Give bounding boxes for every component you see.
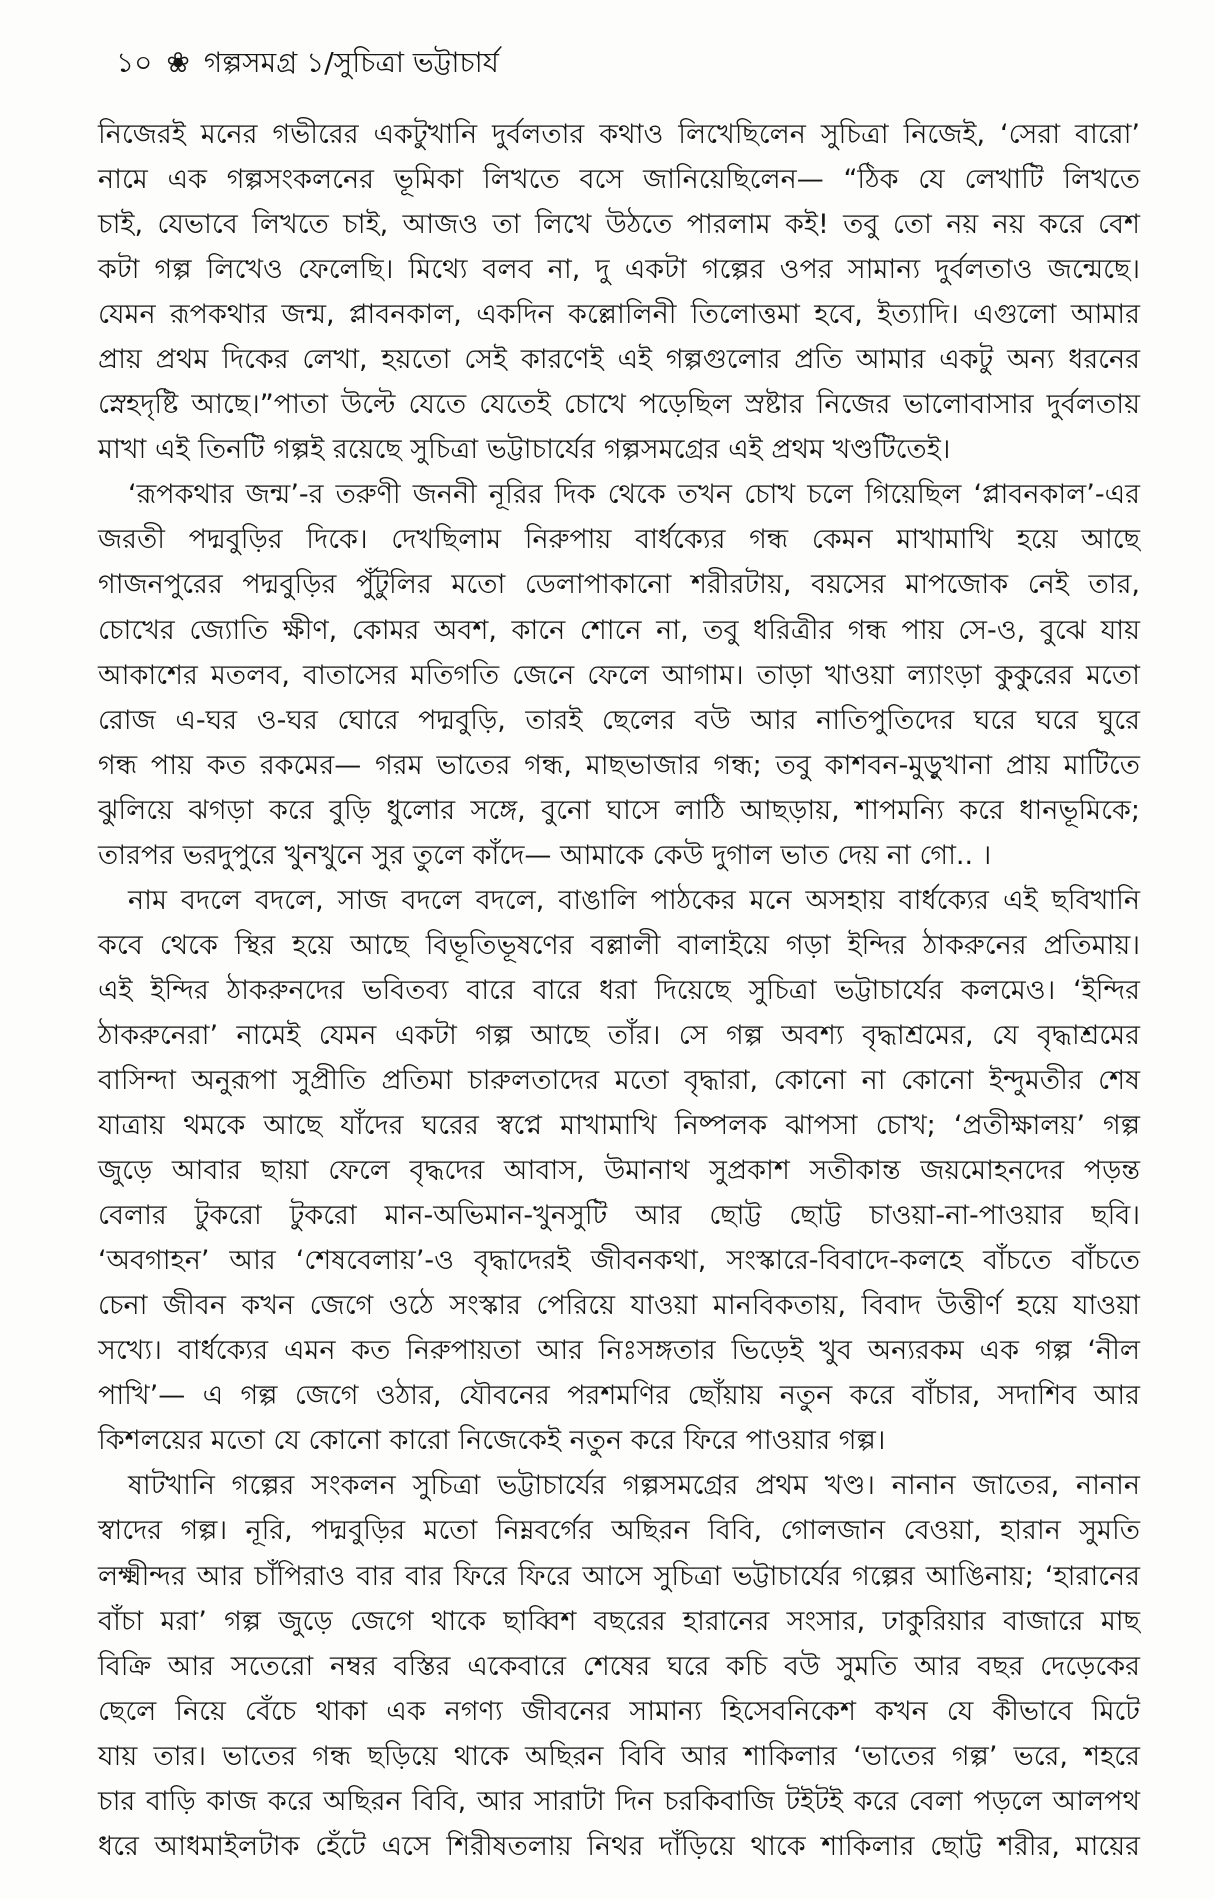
text-line: পাখি’— এ গল্প জেগে ওঠার, যৌবনের পরশমণির ছোঁয়ায় নতুন করে বাঁচার, সদাশিব আর xyxy=(98,1380,1140,1412)
text-line: ঠাকরুনেরা’ নামেই যেমন একটা গল্প আছে তাঁর। সে গল্প অবশ্য বৃদ্ধাশ্রমের, যে বৃদ্ধাশ্রমের xyxy=(98,1019,1140,1051)
page-number: ১০ xyxy=(116,46,153,79)
text-line: বিক্রি আর সতেরো নম্বর বস্তির একেবারে শেষের ঘরে কচি বউ সুমতি আর বছর দেড়েকের xyxy=(98,1650,1140,1682)
ornament-icon: ❀ xyxy=(166,46,190,79)
text-line: স্বাদের গল্প। নূরি, পদ্মবুড়ির মতো নিম্নবর্গের অছিরন বিবি, গোলজান বেওয়া, হারান সুমতি xyxy=(98,1515,1140,1547)
text-line: ‘অবগাহন’ আর ‘শেষবেলায়’-ও বৃদ্ধাদেরই জীবনকথা, সংস্কারে-বিবাদে-কলহে বাঁচতে বাঁচতে xyxy=(98,1245,1140,1277)
text-line: প্রায় প্রথম দিকের লেখা, হয়তো সেই কারণেই এই গল্পগুলোর প্রতি আমার একটু অন্য ধরনের xyxy=(98,344,1140,376)
text-line: গাজনপুরের পদ্মবুড়ির পুঁটুলির মতো ডেলাপাকানো শরীরটায়, বয়সের মাপজোক নেই তার, xyxy=(98,569,1140,601)
running-title: গল্পসমগ্র ১/সুচিত্রা ভট্টাচার্য xyxy=(203,46,499,79)
text-line: মাখা এই তিনটি গল্পই রয়েছে সুচিত্রা ভট্টাচার্যের গল্পসমগ্রের এই প্রথম খণ্ডটিতেই। xyxy=(98,434,951,466)
text-line: বাঁচা মরা’ গল্প জুড়ে জেগে থাকে ছাব্বিশ বছরের হারানের সংসার, ঢাকুরিয়ার বাজারে মাছ xyxy=(98,1605,1140,1637)
text-line: নামে এক গল্পসংকলনের ভূমিকা লিখতে বসে জানিয়েছিলেন— “ঠিক যে লেখাটি লিখতে xyxy=(98,164,1140,196)
text-line: লক্ষ্মীন্দর আর চাঁপিরাও বার বার ফিরে ফিরে আসে সুচিত্রা ভট্টাচার্যের গল্পের আঙিনায়; ‘হারানের xyxy=(98,1560,1140,1592)
text-line: জরতী পদ্মবুড়ির দিকে। দেখছিলাম নিরুপায় বার্ধক্যের গন্ধ কেমন মাখামাখি হয়ে আছে xyxy=(98,524,1140,556)
text-line: ষাটখানি গল্পের সংকলন সুচিত্রা ভট্টাচার্যের গল্পসমগ্রের প্রথম খণ্ড। নানান জাতের, নানান xyxy=(128,1470,1140,1502)
running-header xyxy=(116,44,513,82)
text-line: চার বাড়ি কাজ করে অছিরন বিবি, আর সারাটা দিন চরকিবাজি টইটই করে বেলা পড়লে আলপথ xyxy=(98,1785,1140,1817)
text-line: চাই, যেভাবে লিখতে চাই, আজও তা লিখে উঠতে পারলাম কই! তবু তো নয় নয় করে বেশ xyxy=(98,209,1140,241)
text-line: যেমন রূপকথার জন্ম, প্লাবনকাল, একদিন কল্লোলিনী তিলোত্তমা হবে, ইত্যাদি। এগুলো আমার xyxy=(98,299,1140,331)
text-line: ঝুলিয়ে ঝগড়া করে বুড়ি ধুলোর সঙ্গে, বুনো ঘাসে লাঠি আছড়ায়, শাপমন্যি করে ধানভূমিকে; xyxy=(98,794,1140,826)
text-line: রোজ এ-ঘর ও-ঘর ঘোরে পদ্মবুড়ি, তারই ছেলের বউ আর নাতিপুতিদের ঘরে ঘরে ঘুরে xyxy=(98,704,1140,736)
text-line: যায় তার। ভাতের গন্ধ ছড়িয়ে থাকে অছিরন বিবি আর শাকিলার ‘ভাতের গল্প’ ভরে, শহরে xyxy=(98,1740,1140,1772)
text-line: কিশলয়ের মতো যে কোনো কারো নিজেকেই নতুন করে ফিরে পাওয়ার গল্প। xyxy=(98,1425,886,1457)
text-line: কটা গল্প লিখেও ফেলেছি। মিথ্যে বলব না, দু একটা গল্পের ওপর সামান্য দুর্বলতাও জন্মেছে। xyxy=(98,254,1140,286)
text-line: সখ্যে। বার্ধক্যের এমন কত নিরুপায়তা আর নিঃসঙ্গতার ভিড়েই খুব অন্যরকম এক গল্প ‘নীল xyxy=(98,1335,1140,1367)
text-line: ছেলে নিয়ে বেঁচে থাকা এক নগণ্য জীবনের সামান্য হিসেবনিকেশ কখন যে কীভাবে মিটে xyxy=(98,1695,1140,1727)
text-line: এই ইন্দির ঠাকরুনদের ভবিতব্য বারে বারে ধরা দিয়েছে সুচিত্রা ভট্টাচার্যের কলমেও। ‘ইন্দির xyxy=(98,974,1140,1006)
text-line: ধরে আধমাইলটাক হেঁটে এসে শিরীষতলায় নিথর দাঁড়িয়ে থাকে শাকিলার ছোট্ট শরীর, মায়ের xyxy=(98,1830,1140,1862)
text-line: নাম বদলে বদলে, সাজ বদলে বদলে, বাঙালি পাঠকের মনে অসহায় বার্ধক্যের এই ছবিখানি xyxy=(128,884,1140,916)
text-line: নিজেরই মনের গভীরের একটুখানি দুর্বলতার কথাও লিখেছিলেন সুচিত্রা নিজেই, ‘সেরা বারো’ xyxy=(98,119,1140,150)
text-line: যাত্রায় থমকে আছে যাঁদের ঘরের স্বপ্নে মাখামাখি নিষ্পলক ঝাপসা চোখ; ‘প্রতীক্ষালয়’ গল্প xyxy=(98,1110,1140,1142)
text-line: বেলার টুকরো টুকরো মান-অভিমান-খুনসুটি আর ছোট্ট ছোট্ট চাওয়া-না-পাওয়ার ছবি। xyxy=(98,1200,1140,1232)
text-line: চোখের জ্যোতি ক্ষীণ, কোমর অবশ, কানে শোনে না, তবু ধরিত্রীর গন্ধ পায় সে-ও, বুঝে যায় xyxy=(98,614,1140,646)
text-line: জুড়ে আবার ছায়া ফেলে বৃদ্ধদের আবাস, উমানাথ সুপ্রকাশ সতীকান্ত জয়মোহনদের পড়ন্ত xyxy=(98,1155,1140,1187)
page-body-text xyxy=(98,112,1140,1869)
text-line: ‘রূপকথার জন্ম’-র তরুণী জননী নূরির দিক থেকে তখন চোখ চলে গিয়েছিল ‘প্লাবনকাল’-এর xyxy=(128,479,1140,511)
text-line: কবে থেকে স্থির হয়ে আছে বিভূতিভূষণের বল্লালী বালাইয়ে গড়া ইন্দির ঠাকরুনের প্রতিমায়। xyxy=(98,929,1140,961)
text-line: গন্ধ পায় কত রকমের— গরম ভাতের গন্ধ, মাছভাজার গন্ধ; তবু কাশবন-মুড়ুখানা প্রায় মাটিতে xyxy=(98,749,1140,781)
text-line: চেনা জীবন কখন জেগে ওঠে সংস্কার পেরিয়ে যাওয়া মানবিকতায়, বিবাদ উত্তীর্ণ হয়ে যাওয়া xyxy=(98,1290,1140,1322)
text-line: আকাশের মতলব, বাতাসের মতিগতি জেনে ফেলে আগাম। তাড়া খাওয়া ল্যাংড়া কুকুরের মতো xyxy=(98,659,1140,691)
text-line: স্নেহদৃষ্টি আছে।”পাতা উল্টে যেতে যেতেই চোখে পড়েছিল স্রষ্টার নিজের ভালোবাসার দুর্বলতায় xyxy=(98,389,1140,421)
text-line: তারপর ভরদুপুরে খুনখুনে সুর তুলে কাঁদে— আমাকে কেউ দুগাল ভাত দেয় না গো.. । xyxy=(98,839,992,871)
text-line: বাসিন্দা অনুরূপা সুপ্রীতি প্রতিমা চারুলতাদের মতো বৃদ্ধারা, কোনো না কোনো ইন্দুমতীর শেষ xyxy=(98,1064,1140,1096)
